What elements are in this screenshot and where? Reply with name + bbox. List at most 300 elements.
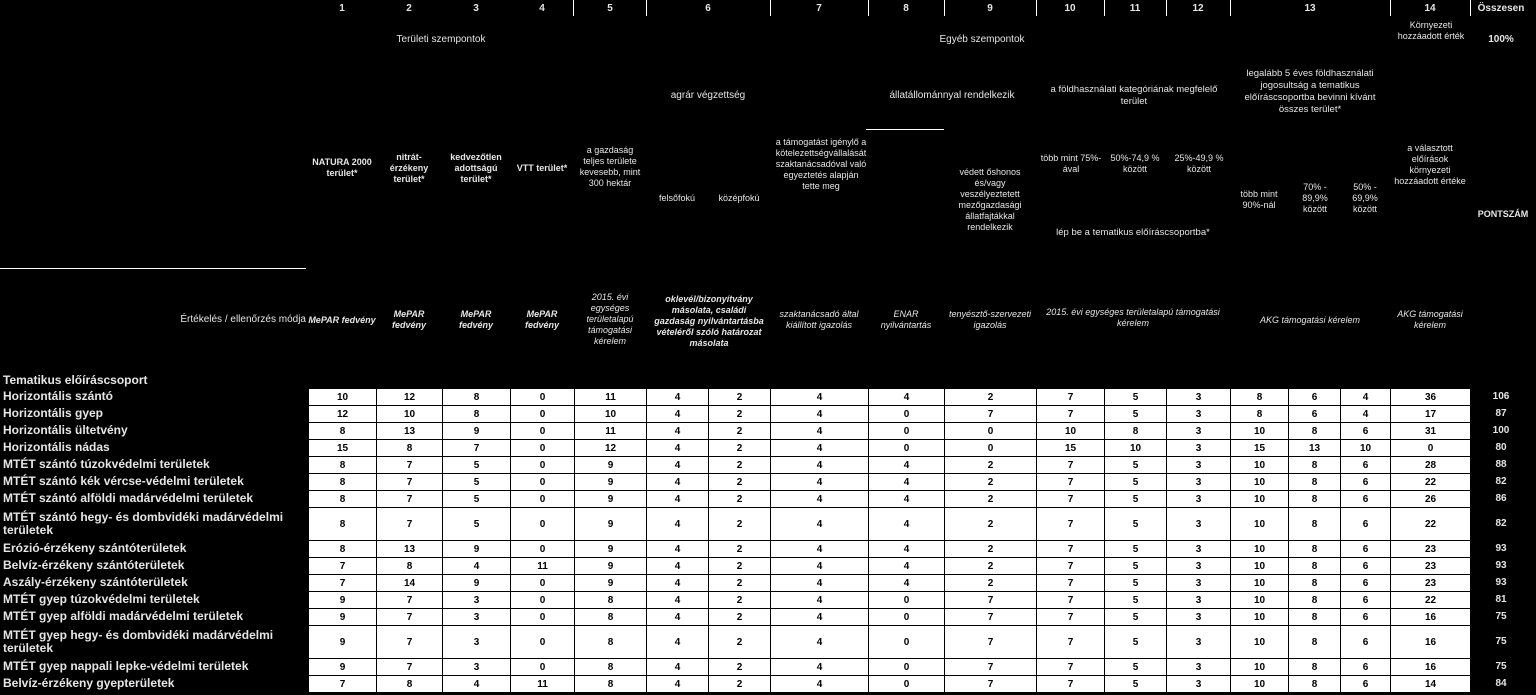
table-cell: 5 — [443, 474, 511, 491]
table-cell: 3 — [1167, 659, 1231, 676]
table-cell: 2 — [709, 659, 771, 676]
table-cell: 12 — [309, 406, 377, 423]
table-cell: 7 — [1037, 389, 1105, 406]
table-cell: 4 — [771, 626, 869, 659]
row-total: 88 — [1495, 459, 1507, 470]
table-cell: 10 — [1231, 491, 1289, 508]
table-cell: 4 — [869, 491, 945, 508]
table-cell: 7 — [1037, 406, 1105, 423]
eval-c2: MePAR fedvény — [391, 309, 426, 330]
table-row — [309, 592, 1471, 609]
table-cell: 23 — [1391, 575, 1471, 592]
table-cell: 7 — [1037, 541, 1105, 558]
table-cell: 4 — [771, 457, 869, 474]
table-cell: 2 — [945, 541, 1037, 558]
table-cell: 7 — [1037, 626, 1105, 659]
table-cell: 8 — [1289, 592, 1341, 609]
table-cell: 4 — [647, 423, 709, 440]
table-cell: 0 — [511, 440, 575, 457]
col-header-70-89: 70% - 89,9% között — [1302, 181, 1328, 214]
table-cell: 9 — [575, 575, 647, 592]
table-cell: 0 — [511, 508, 575, 541]
table-cell: 5 — [1105, 659, 1167, 676]
table-cell: 3 — [1167, 491, 1231, 508]
table-cell: 4 — [647, 541, 709, 558]
table-cell: 8 — [1289, 474, 1341, 491]
row-total: 100 — [1492, 425, 1510, 436]
row-total: 82 — [1495, 476, 1507, 487]
table-cell: 7 — [443, 440, 511, 457]
table-cell: 8 — [1289, 609, 1341, 626]
table-cell: 0 — [869, 676, 945, 693]
row-label: Horizontális gyep — [3, 406, 104, 420]
table-cell: 11 — [575, 389, 647, 406]
table-cell: 2 — [945, 575, 1037, 592]
total-label: Összesen — [1477, 3, 1525, 14]
col-num-8: 8 — [903, 3, 909, 14]
table-cell: 7 — [945, 676, 1037, 693]
table-cell: 2 — [709, 626, 771, 659]
table-cell: 4 — [771, 659, 869, 676]
table-cell: 5 — [443, 457, 511, 474]
table-cell: 10 — [1231, 626, 1289, 659]
table-cell: 8 — [1289, 541, 1341, 558]
row-label: Horizontális ültetvény — [3, 423, 128, 437]
table-cell: 9 — [309, 659, 377, 676]
table-cell: 8 — [377, 558, 443, 575]
row-label: MTÉT gyep túzokvédelmi területek — [3, 592, 200, 606]
table-cell: 9 — [443, 541, 511, 558]
table-cell: 2 — [945, 389, 1037, 406]
table-cell: 15 — [1037, 440, 1105, 457]
table-cell: 3 — [1167, 389, 1231, 406]
table-cell: 3 — [1167, 558, 1231, 575]
table-cell: 4 — [647, 389, 709, 406]
eval-c5: 2015. évi egységes területalapú támogatási kérelem — [586, 291, 634, 346]
col-num-11: 11 — [1129, 3, 1141, 14]
table-cell: 3 — [1167, 474, 1231, 491]
table-row — [309, 406, 1471, 423]
table-cell: 16 — [1391, 659, 1471, 676]
table-cell: 9 — [443, 575, 511, 592]
table-cell: 10 — [1231, 609, 1289, 626]
table-cell: 7 — [377, 508, 443, 541]
table-cell: 2 — [709, 457, 771, 474]
table-cell: 7 — [945, 592, 1037, 609]
col-num-9: 9 — [987, 3, 993, 14]
table-cell: 26 — [1391, 491, 1471, 508]
table-cell: 10 — [1231, 676, 1289, 693]
table-cell: 7 — [377, 491, 443, 508]
row-total: 93 — [1495, 560, 1507, 571]
table-cell: 4 — [647, 626, 709, 659]
table-row — [309, 609, 1471, 626]
sub-lep-be: lép be a tematikus előíráscsoportba* — [1056, 227, 1210, 238]
table-cell: 6 — [1341, 609, 1391, 626]
table-cell: 0 — [1391, 440, 1471, 457]
table-cell: 8 — [575, 626, 647, 659]
table-cell: 12 — [575, 440, 647, 457]
table-cell: 4 — [647, 558, 709, 575]
table-cell: 10 — [1231, 659, 1289, 676]
table-cell: 5 — [1105, 508, 1167, 541]
table-row — [309, 457, 1471, 474]
table-cell: 4 — [771, 474, 869, 491]
table-cell: 11 — [511, 676, 575, 693]
row-label: MTÉT szántó alföldi madárvédelmi területek — [3, 491, 254, 505]
row-label: MTÉT szántó hegy- és dombvidéki madárvédelmi területek — [3, 509, 284, 537]
col-header-kedvezotlen: kedvezőtlen adottságú terület* — [450, 151, 502, 184]
table-cell: 7 — [945, 406, 1037, 423]
col-header-felsofoku: felsőfokú — [658, 192, 696, 203]
table-cell: 0 — [945, 440, 1037, 457]
row-label: Horizontális szántó — [3, 389, 114, 403]
table-cell: 23 — [1391, 541, 1471, 558]
table-cell: 2 — [709, 508, 771, 541]
table-row — [309, 491, 1471, 508]
table-cell: 4 — [771, 609, 869, 626]
table-row — [309, 440, 1471, 457]
table-cell: 8 — [1289, 491, 1341, 508]
eval-c8: ENAR nyilvántartás — [880, 309, 932, 330]
table-row — [309, 626, 1471, 659]
table-cell: 9 — [575, 457, 647, 474]
table-cell: 15 — [309, 440, 377, 457]
table-cell: 0 — [511, 592, 575, 609]
table-cell: 0 — [869, 406, 945, 423]
table-cell: 6 — [1289, 406, 1341, 423]
col-header-50-74: 50%-74,9 % között — [1110, 153, 1160, 174]
row-total: 75 — [1495, 636, 1507, 647]
table-cell: 0 — [511, 474, 575, 491]
table-cell: 22 — [1391, 592, 1471, 609]
row-total: 81 — [1495, 594, 1507, 605]
eval-c14: AKG támogatási kérelem — [1397, 309, 1463, 330]
table-cell: 5 — [1105, 575, 1167, 592]
eval-c6: oklevél/bizonyítvány másolata, családi gazdaság nyilvántartásba vételéről szóló határozat másolata — [654, 293, 764, 348]
col-header-kornyezeti: a választott előírások környezeti hozzáadott értéke — [1394, 143, 1466, 186]
row-label: MTÉT szántó túzokvédelmi területek — [3, 457, 210, 471]
table-cell: 4 — [647, 406, 709, 423]
table-cell: 23 — [1391, 558, 1471, 575]
table-cell: 6 — [1289, 389, 1341, 406]
table-cell: 22 — [1391, 508, 1471, 541]
table-cell: 11 — [575, 423, 647, 440]
table-cell: 8 — [575, 676, 647, 693]
table-cell: 0 — [945, 423, 1037, 440]
col-header-pontszam: PONTSZÁM — [1477, 208, 1529, 219]
row-label: MTÉT gyep hegy- és dombvidéki madárvédelmi területek — [3, 627, 274, 655]
table-cell: 4 — [647, 457, 709, 474]
table-cell: 31 — [1391, 423, 1471, 440]
table-cell: 8 — [1289, 659, 1341, 676]
row-total: 93 — [1495, 577, 1507, 588]
divider — [0, 268, 306, 269]
table-row — [309, 423, 1471, 440]
group-egyeb: Egyéb szempontok — [939, 34, 1025, 45]
group-kornyezeti: Környezeti hozzáadott érték — [1397, 20, 1465, 41]
row-label: MTÉT gyep nappali lepke-védelmi területek — [3, 659, 249, 673]
table-cell: 28 — [1391, 457, 1471, 474]
col-num-3: 3 — [473, 3, 479, 14]
table-cell: 9 — [575, 558, 647, 575]
table-cell: 3 — [1167, 423, 1231, 440]
table-cell: 10 — [1231, 541, 1289, 558]
table-cell: 7 — [309, 558, 377, 575]
table-cell: 3 — [1167, 440, 1231, 457]
row-label: Erózió-érzékeny szántóterületek — [3, 541, 187, 555]
table-cell: 8 — [377, 676, 443, 693]
table-cell: 6 — [1341, 474, 1391, 491]
divider — [866, 129, 944, 130]
table-cell: 16 — [1391, 609, 1471, 626]
sub-foldhasznalati: a földhasználati kategóriának megfelelő terület — [1050, 84, 1218, 107]
col-header-vedett: védett őshonos és/vagy veszélyeztetett mezőgazdasági állatfajtákkal rendelkezik — [958, 167, 1022, 232]
table-cell: 2 — [709, 609, 771, 626]
table-cell: 8 — [1289, 558, 1341, 575]
table-cell: 6 — [1341, 592, 1391, 609]
table-cell: 3 — [1167, 592, 1231, 609]
row-total: 87 — [1495, 408, 1507, 419]
table-cell: 7 — [377, 659, 443, 676]
table-cell: 7 — [377, 457, 443, 474]
table-cell: 15 — [1231, 440, 1289, 457]
table-cell: 16 — [1391, 626, 1471, 659]
table-cell: 4 — [647, 575, 709, 592]
table-cell: 8 — [1289, 457, 1341, 474]
table-cell: 0 — [869, 626, 945, 659]
table-cell: 0 — [511, 626, 575, 659]
table-cell: 3 — [1167, 508, 1231, 541]
table-cell: 8 — [1289, 626, 1341, 659]
table-cell: 0 — [511, 575, 575, 592]
col-header-szaktanacsado: a támogatást igénylő a kötelezettségvállalását szaktanácsadóval való egyeztetés alapján tette meg — [775, 136, 867, 191]
table-cell: 2 — [709, 558, 771, 575]
table-cell: 10 — [1037, 423, 1105, 440]
table-cell: 5 — [1105, 457, 1167, 474]
table-cell: 0 — [869, 609, 945, 626]
table-cell: 8 — [575, 609, 647, 626]
table-cell: 8 — [443, 406, 511, 423]
table-cell: 3 — [1167, 626, 1231, 659]
table-cell: 2 — [709, 474, 771, 491]
table-cell: 10 — [1231, 575, 1289, 592]
row-label: Belvíz-érzékeny gyepterületek — [3, 676, 175, 690]
table-cell: 6 — [1341, 676, 1391, 693]
table-cell: 13 — [377, 423, 443, 440]
table-cell: 3 — [443, 592, 511, 609]
sub-legalabb: legalább 5 éves földhasználati jogosultság a tematikus előíráscsoportba bevinni kívánt összes terület* — [1244, 68, 1376, 115]
table-cell: 2 — [709, 592, 771, 609]
row-total: 75 — [1495, 611, 1507, 622]
table-cell: 3 — [443, 659, 511, 676]
table-cell: 0 — [511, 457, 575, 474]
table-cell: 6 — [1341, 491, 1391, 508]
table-cell: 10 — [1231, 592, 1289, 609]
table-cell: 8 — [1289, 575, 1341, 592]
table-cell: 5 — [443, 491, 511, 508]
table-cell: 0 — [511, 541, 575, 558]
table-row — [309, 676, 1471, 693]
table-cell: 2 — [709, 491, 771, 508]
table-cell: 2 — [709, 575, 771, 592]
table-cell: 5 — [1105, 676, 1167, 693]
table-cell: 13 — [1289, 440, 1341, 457]
row-label: Horizontális nádas — [3, 440, 110, 454]
col-num-10: 10 — [1064, 3, 1076, 14]
eval-c13: AKG támogatási kérelem — [1259, 314, 1361, 325]
table-cell: 12 — [377, 389, 443, 406]
table-cell: 4 — [1341, 406, 1391, 423]
table-cell: 2 — [945, 491, 1037, 508]
table-cell: 4 — [771, 491, 869, 508]
table-cell: 10 — [377, 406, 443, 423]
col-header-50-69: 50% - 69,9% között — [1352, 181, 1378, 214]
table-cell: 4 — [869, 541, 945, 558]
table-cell: 8 — [309, 423, 377, 440]
table-cell: 7 — [1037, 676, 1105, 693]
table-cell: 6 — [1341, 575, 1391, 592]
table-cell: 4 — [869, 558, 945, 575]
col-header-natura: NATURA 2000 terület* — [312, 157, 372, 178]
col-num-4: 4 — [539, 3, 545, 14]
table-cell: 4 — [647, 491, 709, 508]
table-cell: 2 — [709, 440, 771, 457]
eval-c7: szaktanácsadó által kiállított igazolás — [779, 309, 859, 330]
table-cell: 9 — [309, 592, 377, 609]
table-row — [309, 541, 1471, 558]
table-cell: 5 — [1105, 626, 1167, 659]
table-cell: 10 — [1231, 474, 1289, 491]
table-cell: 9 — [575, 491, 647, 508]
table-cell: 2 — [945, 558, 1037, 575]
eval-c3: MePAR fedvény — [458, 309, 493, 330]
table-cell: 0 — [511, 423, 575, 440]
eval-label: Értékelés / ellenőrzés módja — [180, 314, 306, 325]
eval-c10-12: 2015. évi egységes területalapú támogatási kérelem — [1046, 307, 1220, 328]
table-cell: 0 — [511, 659, 575, 676]
table-cell: 3 — [443, 609, 511, 626]
row-total: 82 — [1495, 518, 1507, 529]
row-total: 106 — [1492, 391, 1510, 402]
col-header-kozepfoku: középfokú — [718, 192, 760, 203]
table-cell: 10 — [1231, 423, 1289, 440]
table-cell: 9 — [443, 423, 511, 440]
table-cell: 4 — [647, 659, 709, 676]
row-label: Belvíz-érzékeny szántóterületek — [3, 558, 185, 572]
table-cell: 7 — [945, 659, 1037, 676]
table-cell: 4 — [771, 389, 869, 406]
table-cell: 7 — [309, 575, 377, 592]
table-cell: 5 — [1105, 592, 1167, 609]
eval-c4: MePAR fedvény — [524, 309, 559, 330]
table-cell: 8 — [309, 508, 377, 541]
table-cell: 10 — [1231, 558, 1289, 575]
table-cell: 8 — [1105, 423, 1167, 440]
col-num-7: 7 — [816, 3, 822, 14]
table-cell: 4 — [771, 508, 869, 541]
table-cell: 8 — [1289, 676, 1341, 693]
table-cell: 14 — [377, 575, 443, 592]
table-cell: 8 — [1289, 508, 1341, 541]
col-header-vtt: VTT terület* — [516, 162, 568, 173]
table-cell: 10 — [309, 389, 377, 406]
table-cell: 8 — [1231, 389, 1289, 406]
table-cell: 8 — [575, 659, 647, 676]
table-cell: 4 — [1341, 389, 1391, 406]
table-row — [309, 508, 1471, 541]
table-cell: 2 — [945, 474, 1037, 491]
table-cell: 7 — [1037, 474, 1105, 491]
table-cell: 36 — [1391, 389, 1471, 406]
col-header-90: több mint 90%-nál — [1240, 189, 1278, 210]
eval-c1: MePAR fedvény — [308, 314, 376, 325]
table-cell: 2 — [709, 406, 771, 423]
table-cell: 4 — [771, 406, 869, 423]
col-num-1: 1 — [339, 3, 345, 14]
table-cell: 22 — [1391, 474, 1471, 491]
table-cell: 3 — [1167, 406, 1231, 423]
table-cell: 4 — [771, 423, 869, 440]
table-cell: 0 — [869, 423, 945, 440]
row-total: 93 — [1495, 543, 1507, 554]
table-cell: 4 — [771, 676, 869, 693]
table-cell: 0 — [511, 491, 575, 508]
table-cell: 8 — [309, 541, 377, 558]
table-cell: 4 — [869, 508, 945, 541]
table-cell: 5 — [1105, 491, 1167, 508]
group-total-pct: 100% — [1488, 34, 1514, 45]
table-cell: 9 — [575, 474, 647, 491]
table-cell: 4 — [869, 474, 945, 491]
col-header-75: több mint 75%-ával — [1040, 153, 1102, 174]
table-cell: 7 — [945, 609, 1037, 626]
table-cell: 4 — [869, 575, 945, 592]
table-cell: 4 — [869, 389, 945, 406]
sub-allat: állatállománnyal rendelkezik — [889, 90, 1015, 101]
table-cell: 7 — [1037, 659, 1105, 676]
table-cell: 10 — [1231, 508, 1289, 541]
table-cell: 0 — [511, 609, 575, 626]
table-cell: 5 — [1105, 609, 1167, 626]
table-cell: 10 — [1105, 440, 1167, 457]
table-cell: 5 — [1105, 474, 1167, 491]
table-cell: 4 — [647, 609, 709, 626]
table-cell: 8 — [1289, 423, 1341, 440]
table-cell: 7 — [309, 676, 377, 693]
table-cell: 8 — [309, 457, 377, 474]
col-num-6: 6 — [705, 3, 711, 14]
table-row — [309, 575, 1471, 592]
eval-c9: tenyésztő-szervezeti igazolás — [948, 309, 1032, 330]
table-cell: 3 — [1167, 609, 1231, 626]
table-row — [309, 389, 1471, 406]
row-total: 84 — [1495, 678, 1507, 689]
col-num-12: 12 — [1192, 3, 1204, 14]
table-cell: 7 — [1037, 558, 1105, 575]
table-cell: 4 — [771, 592, 869, 609]
col-num-2: 2 — [406, 3, 412, 14]
table-cell: 17 — [1391, 406, 1471, 423]
table-cell: 7 — [377, 626, 443, 659]
table-cell: 7 — [1037, 609, 1105, 626]
table-cell: 8 — [309, 491, 377, 508]
table-cell: 8 — [377, 440, 443, 457]
table-cell: 2 — [945, 508, 1037, 541]
table-cell: 13 — [377, 541, 443, 558]
table-cell: 2 — [945, 457, 1037, 474]
group-teruleti: Területi szempontok — [396, 34, 486, 45]
